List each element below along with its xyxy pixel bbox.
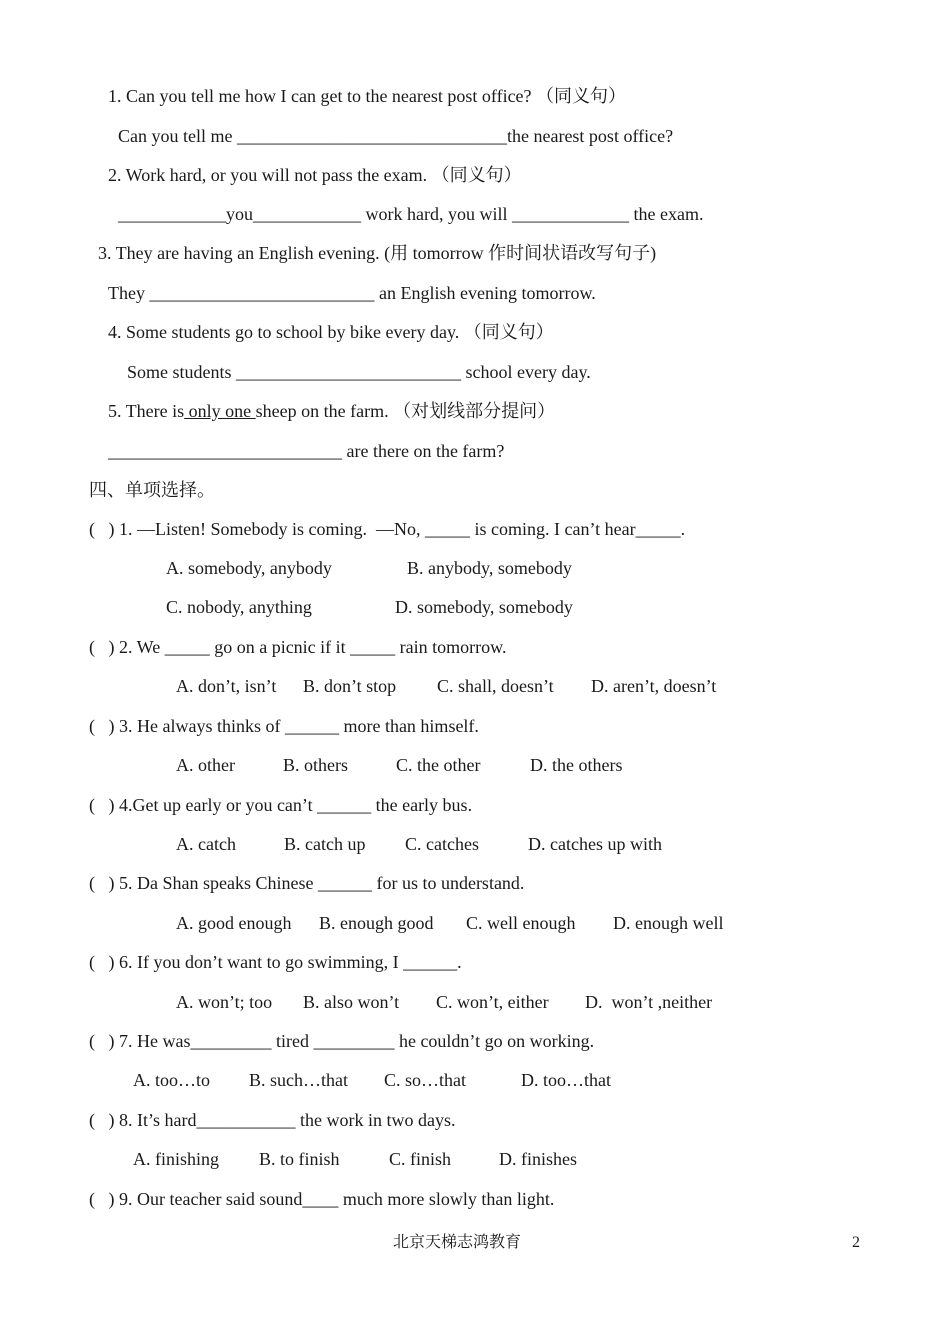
mc-q1-option-a: A. somebody, anybody [166,558,332,578]
section-heading: 四、单项选择。 [89,480,215,500]
mc-q8-option-c: C. finish [389,1149,452,1169]
mc-q5-option-a: A. good enough [176,913,292,933]
mc-q5-option-d: D. enough well [613,913,724,933]
mc-q8-option-a: A. finishing [133,1149,220,1169]
mc-q1-option-b: B. anybody, somebody [407,558,572,578]
q2-prompt: 2. Work hard, or you will not pass the exam. （同义句） [108,165,522,185]
mc-q2-option-d: D. aren’t, doesn’t [591,676,717,696]
mc-q6-option-a: A. won’t; too [176,992,273,1012]
mc-q8-option-b: B. to finish [259,1149,340,1169]
mc-q7-stem: ( ) 7. He was_________ tired _________ he couldn’t go on working. [89,1031,595,1051]
mc-q2-option-a: A. don’t, isn’t [176,676,277,696]
q4-answer-line: Some students _________________________ school every day. [127,362,591,382]
q5-underlined-phrase: only one [184,401,256,421]
mc-q1-stem: ( ) 1. —Listen! Somebody is coming. —No, _____ is coming. I can’t hear_____. [89,519,686,539]
q1-prompt: 1. Can you tell me how I can get to the nearest post office? （同义句） [108,86,627,106]
mc-q1-option-d: D. somebody, somebody [395,597,573,617]
mc-q5-stem: ( ) 5. Da Shan speaks Chinese ______ for us to understand. [89,873,525,893]
q2-answer-line: ____________you____________ work hard, you will _____________ the exam. [118,204,704,224]
mc-q4-option-c: C. catches [405,834,479,854]
q5-prompt-end: sheep on the farm. （对划线部分提问） [255,401,556,421]
mc-q6-stem: ( ) 6. If you don’t want to go swimming, I ______. [89,952,462,972]
mc-q9-stem: ( ) 9. Our teacher said sound____ much more slowly than light. [89,1189,555,1209]
mc-q6-option-c: C. won’t, either [436,992,549,1012]
q5-prompt-start: 5. There is [108,401,185,421]
mc-q1-option-c: C. nobody, anything [166,597,312,617]
mc-q4-option-d: D. catches up with [528,834,662,854]
mc-q8-stem: ( ) 8. It’s hard___________ the work in two days. [89,1110,456,1130]
mc-q6-option-d: D. won’t ,neither [585,992,713,1012]
mc-q7-option-a: A. too…to [133,1070,211,1090]
mc-q4-option-b: B. catch up [284,834,366,854]
mc-q7-option-c: C. so…that [384,1070,467,1090]
q3-answer-line: They _________________________ an English evening tomorrow. [108,283,596,303]
q1-answer-line: Can you tell me ______________________________the nearest post office? [118,126,674,146]
mc-q8-option-d: D. finishes [499,1149,577,1169]
mc-q6-option-b: B. also won’t [303,992,400,1012]
page-number: 2 [852,1234,860,1251]
mc-q5-option-b: B. enough good [319,913,434,933]
mc-q2-option-c: C. shall, doesn’t [437,676,554,696]
mc-q3-option-b: B. others [283,755,348,775]
q5-answer-line: __________________________ are there on the farm? [108,441,505,461]
mc-q3-option-c: C. the other [396,755,481,775]
mc-q2-stem: ( ) 2. We _____ go on a picnic if it _____ rain tomorrow. [89,637,507,657]
mc-q2-option-b: B. don’t stop [303,676,397,696]
q4-prompt: 4. Some students go to school by bike every day. （同义句） [108,322,554,342]
mc-q5-option-c: C. well enough [466,913,576,933]
q5-prompt [108,400,555,422]
mc-q3-stem: ( ) 3. He always thinks of ______ more than himself. [89,716,479,736]
mc-q3-option-d: D. the others [530,755,623,775]
q3-prompt: 3. They are having an English evening. (用 tomorrow 作时间状语改写句子) [98,243,657,263]
footer-publisher: 北京天梯志鸿教育 [393,1234,522,1251]
mc-q7-option-b: B. such…that [249,1070,348,1090]
mc-q3-option-a: A. other [176,755,235,775]
mc-q7-option-d: D. too…that [521,1070,611,1090]
mc-q4-stem: ( ) 4.Get up early or you can’t ______ the early bus. [89,795,473,815]
mc-q4-option-a: A. catch [176,834,236,854]
